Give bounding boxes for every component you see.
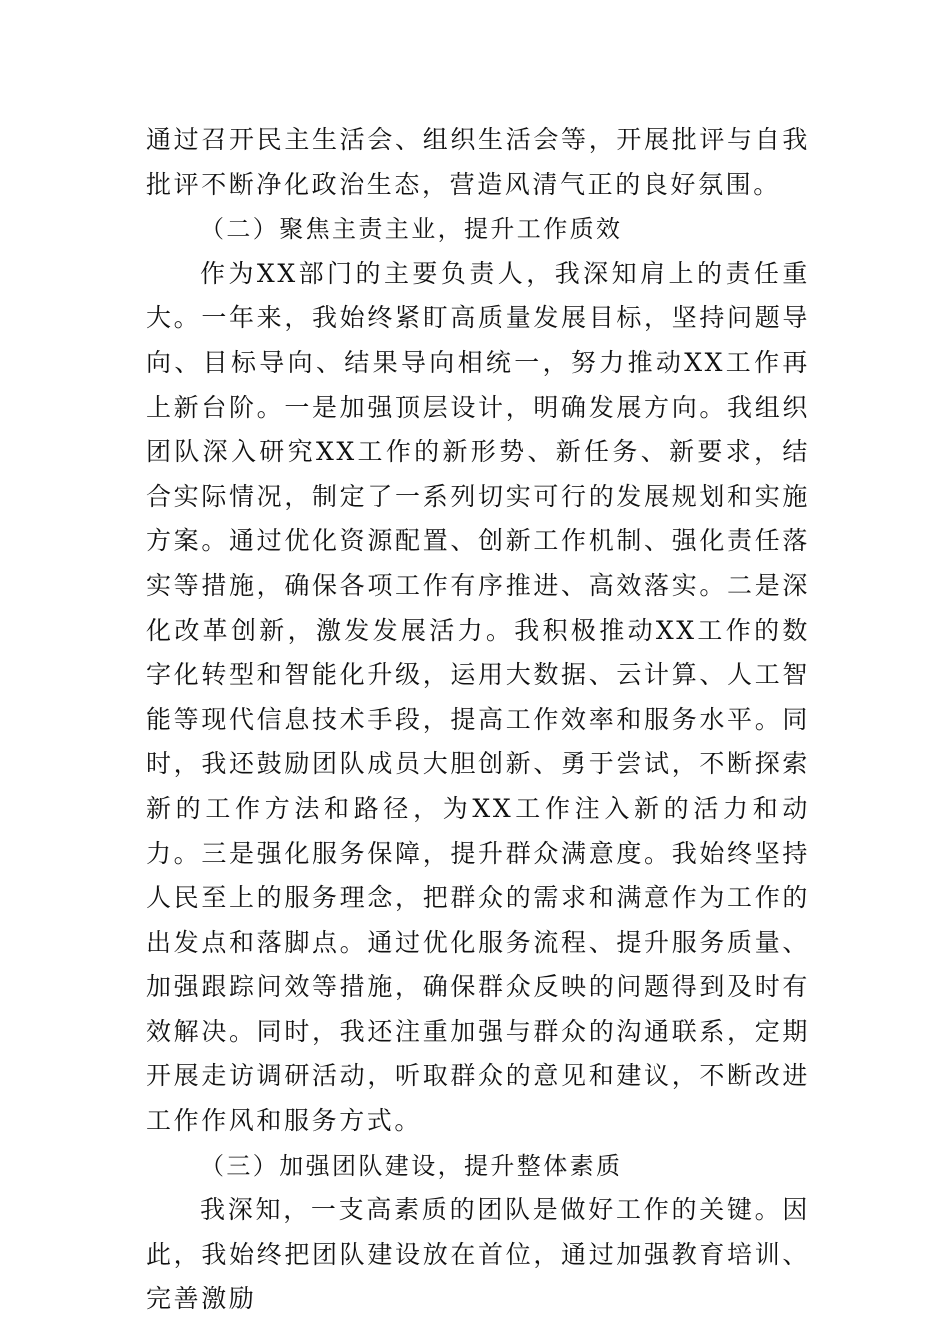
section-3-paragraph: 我深知，一支高素质的团队是做好工作的关键。因此，我始终把团队建设放在首位，通过加强教育培训、完善激励 [146, 1195, 810, 1314]
document-body [146, 118, 810, 1322]
section-2-paragraph: 作为XX部门的主要负责人，我深知肩上的责任重大。一年来，我始终紧盯高质量发展目标，坚持问题导向、目标导向、结果导向相统一，努力推动XX工作再上新台阶。一是加强顶层设计，明确发展方向。我组织团队深入研究XX工作的新形势、新任务、新要求，结合实际情况，制定了一系列切实可行的发展规划和实施方案。通过优化资源配置、创新工作机制、强化责任落实等措施，确保各项工作有序推进、高效落实。二是深化改革创新，激发发展活力。我积极推动XX工作的数字化转型和智能化升级，运用大数据、云计算、人工智能等现代信息技术手段，提高工作效率和服务水平。同时，我还鼓励团队成员大胆创新、勇于尝试，不断探索新的工作方法和路径，为XX工作注入新的活力和动力。三是强化服务保障，提升群众满意度。我始终坚持人民至上的服务理念，把群众的需求和满意作为工作的出发点和落脚点。通过优化服务流程、提升服务质量、加强跟踪问效等措施，确保群众反映的问题得到及时有效解决。同时，我还注重加强与群众的沟通联系，定期开展走访调研活动，听取群众的意见和建议，不断改进工作作风和服务方式。 [146, 258, 810, 1136]
continuation-paragraph: 通过召开民主生活会、组织生活会等，开展批评与自我批评不断净化政治生态，营造风清气正的良好氛围。 [146, 125, 810, 199]
section-2-heading: （二）聚焦主责主业，提升工作质效 [200, 215, 623, 244]
section-3-heading: （三）加强团队建设，提升整体素质 [200, 1151, 623, 1180]
